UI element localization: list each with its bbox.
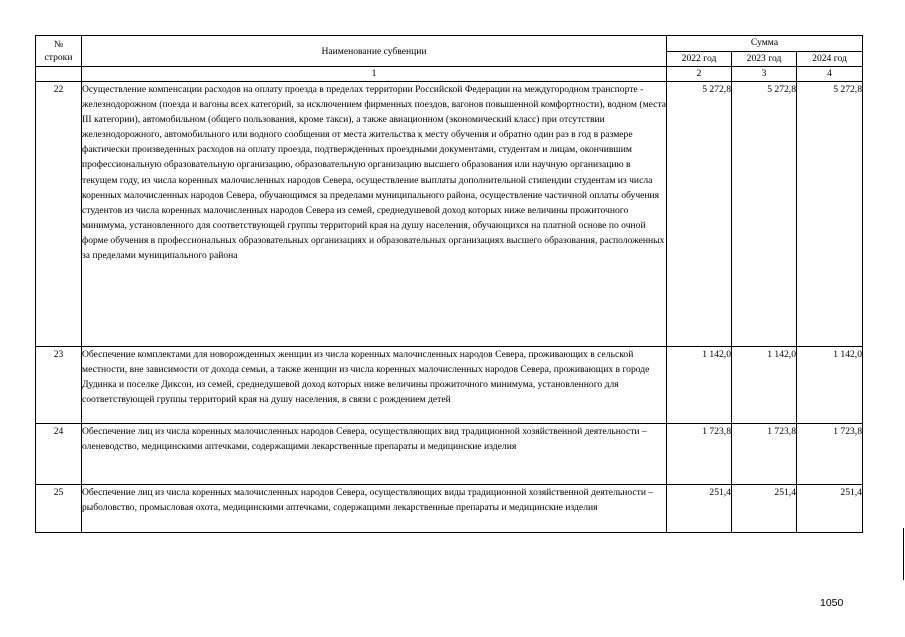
sum-header: Сумма xyxy=(667,36,863,52)
margin-line xyxy=(903,528,904,580)
table-row xyxy=(36,424,863,485)
row-number-header-line2: строки xyxy=(44,52,73,63)
year-2024-header: 2024 год xyxy=(797,52,863,67)
amount-2022: 1 142,0 xyxy=(667,347,732,424)
column-number-3: 3 xyxy=(732,67,797,82)
subvention-name: Осуществление компенсации расходов на оплату проезда в пределах территории Российской Федерации на междугородном транспорте - железнодорожном (поезда и вагоны всех категорий, за исключением фирменных поездов, вагонов повышенной комфортности), водном (места III категории), автомобильном (общего пользования, кроме такси), а также авиационном (экономический класс) при отсутствии железнодорожного, автомобильного или водного сообщения от места жительства к месту обучения и обратно один раз в год в размере фактически произведенных расходов на оплату проезда, подтвержденных проездными документами, студентам и лицам, окончившим профессиональную образовательную организацию, образовательную организацию высшего образования или научную организацию в текущем году, из числа коренных малочисленных народов Севера, осуществление выплаты дополнительной стипендии студентам из числа коренных малочисленных народов Севера, обучающимся за пределами муниципального района, осуществление частичной оплаты обучения студентов из числа коренных малочисленных народов Севера из семей, среднедушевой доход которых ниже величины прожиточного минимума, установленного для соответствующей группы территорий края на душу населения, обучающихся на платной основе по очной форме обучения в профессиональных образовательных организациях и образовательных организациях высшего образования, расположенных за пределами муниципального района xyxy=(82,82,667,347)
row-number: 23 xyxy=(36,347,82,424)
column-number-blank xyxy=(36,67,82,82)
table-row xyxy=(36,485,863,533)
year-2023-header: 2023 год xyxy=(732,52,797,67)
amount-2023: 1 723,8 xyxy=(732,424,797,485)
table-row xyxy=(36,347,863,424)
amount-2022: 251,4 xyxy=(667,485,732,533)
subvention-name: Обеспечение лиц из числа коренных малочисленных народов Севера, осуществляющих виды традиционной хозяйственной деятельности – рыболовство, промысловая охота, медицинскими аптечками, содержащими лекарственные препараты и медицинские изделия xyxy=(82,485,667,533)
subvention-name-header: Наименование субвенции xyxy=(82,36,667,67)
row-number-header-line1: № xyxy=(53,39,64,50)
amount-2024: 251,4 xyxy=(797,485,863,533)
subvention-name: Обеспечение комплектами для новорожденных женщин из числа коренных малочисленных народов Севера, проживающих в сельской местности, вне зависимости от дохода семьи, а также женщин из числа коренных малочисленных народов Севера, проживающих в городе Дудинка и поселке Диксон, из семей, среднедушевой доход которых ниже величины прожиточного минимума, установленного для соответствующей группы территорий края на душу населения, в связи с рождением детей xyxy=(82,347,667,424)
subventions-table xyxy=(35,35,863,533)
year-2022-header: 2022 год xyxy=(667,52,732,67)
column-number-1: 1 xyxy=(82,67,667,82)
amount-2023: 251,4 xyxy=(732,485,797,533)
amount-2023: 5 272,8 xyxy=(732,82,797,347)
amount-2024: 1 142,0 xyxy=(797,347,863,424)
amount-2024: 1 723,8 xyxy=(797,424,863,485)
subvention-name: Обеспечение лиц из числа коренных малочисленных народов Севера, осуществляющих вид традиционной хозяйственной деятельности – оленеводство, медицинскими аптечками, содержащими лекарственные препараты и медицинские изделия xyxy=(82,424,667,485)
page-number: 1050 xyxy=(820,597,844,609)
row-number: 25 xyxy=(36,485,82,533)
column-number-4: 4 xyxy=(797,67,863,82)
row-number-header xyxy=(36,36,82,67)
column-number-2: 2 xyxy=(667,67,732,82)
table-row xyxy=(36,82,863,347)
amount-2024: 5 272,8 xyxy=(797,82,863,347)
row-number: 24 xyxy=(36,424,82,485)
amount-2022: 1 723,8 xyxy=(667,424,732,485)
row-number: 22 xyxy=(36,82,82,347)
amount-2023: 1 142,0 xyxy=(732,347,797,424)
amount-2022: 5 272,8 xyxy=(667,82,732,347)
